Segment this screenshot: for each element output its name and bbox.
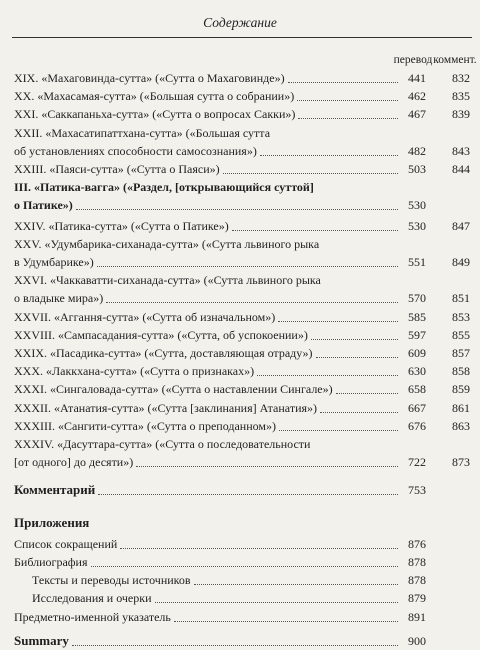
toc-row	[0, 362, 480, 380]
page-translation: 676	[408, 418, 426, 433]
toc-row	[0, 142, 480, 160]
toc-entry-text: Список сокращений	[14, 536, 118, 551]
toc-entry-text: XXXII. «Атанатия-сутта» («Сутта [заклинания] Атанатия»)	[14, 400, 317, 415]
appendix-entry	[0, 553, 480, 571]
dot-leader	[298, 118, 398, 119]
page-commentary: 855	[452, 327, 470, 342]
toc-row	[0, 453, 480, 471]
page-commentary: 853	[452, 309, 470, 324]
dot-leader	[223, 173, 398, 174]
page-translation: 753	[408, 483, 426, 498]
page-translation: 722	[408, 455, 426, 470]
dot-leader	[174, 621, 398, 622]
toc-row	[0, 217, 480, 235]
toc-entry-text: XX. «Махасамая-сутта» («Большая сутта о собрании»)	[14, 89, 295, 104]
toc-entry-text: Комментарий	[14, 482, 96, 498]
page-commentary: 873	[452, 455, 470, 470]
header-rule	[12, 37, 472, 38]
page-translation: 658	[408, 382, 426, 397]
toc-entry-text: XXX. «Лаккхана-сутта» («Сутта о признаках»)	[14, 364, 255, 379]
toc-entry-text: в Удумбарике»)	[14, 255, 94, 269]
page-commentary: 839	[452, 107, 470, 122]
page-commentary: 861	[452, 400, 470, 415]
toc-entry-text: об установлениях способности самосознания»)	[14, 143, 257, 158]
toc-row	[0, 253, 480, 271]
toc-entry-text: XXXIV. «Дасуттара-сутта» («Сутта о последовательности	[14, 437, 311, 451]
toc-entry-text: XXIX. «Пасадика-сутта» («Сутта, доставляющая отраду»)	[14, 346, 313, 360]
dot-leader	[297, 100, 398, 101]
page-translation: 530	[408, 218, 426, 233]
toc-entry-text: [от одного] до десяти»)	[14, 455, 134, 470]
page-translation: 609	[408, 346, 426, 360]
appendix-entry	[0, 571, 480, 589]
dot-leader	[120, 548, 398, 549]
toc-row	[0, 271, 480, 289]
toc-entry-text: XXXIII. «Сангити-сутта» («Сутта о преподанном»)	[14, 418, 276, 433]
page-commentary: 832	[452, 71, 470, 85]
toc-entry-text: XXVIII. «Сампасадания-сутта» («Сутта, об успокоении»)	[14, 327, 308, 342]
running-header: Содержание	[203, 15, 277, 30]
appendices-heading	[0, 514, 480, 532]
page-commentary: 859	[452, 382, 470, 397]
page-translation: 878	[408, 555, 426, 569]
page-translation: 900	[408, 633, 426, 648]
commentary-entry	[0, 481, 480, 499]
page-commentary: 863	[452, 418, 470, 433]
toc-entry-text: Summary	[14, 632, 69, 648]
toc-row	[0, 124, 480, 142]
toc-entry-text: III. «Патика-вагга» («Раздел, [открывающийся суттой]	[14, 180, 314, 195]
toc-row	[0, 235, 480, 253]
page-translation: 879	[408, 591, 426, 606]
page-commentary: 847	[452, 218, 470, 233]
dot-leader	[98, 494, 398, 495]
page-translation: 503	[408, 162, 426, 176]
page-translation: 570	[408, 291, 426, 306]
dot-leader	[194, 584, 398, 585]
toc-row	[0, 326, 480, 344]
dot-leader	[106, 302, 398, 303]
column-header-translation: перевод	[393, 54, 433, 66]
page-commentary: 835	[452, 89, 470, 104]
page-translation: 891	[408, 609, 426, 624]
toc-row	[0, 399, 480, 417]
toc-entry-text: XIX. «Махаговинда-сутта» («Сутта о Махаговинде»)	[14, 71, 285, 85]
dot-leader	[278, 321, 398, 322]
page-commentary: 849	[452, 255, 470, 269]
page-translation: 482	[408, 143, 426, 158]
page-commentary: 851	[452, 291, 470, 306]
toc-row	[0, 87, 480, 105]
page-translation: 467	[408, 107, 426, 122]
toc-row	[0, 344, 480, 362]
toc-entry-text: XXIV. «Патика-сутта» («Сутта о Патике»)	[14, 218, 229, 233]
page-translation: 530	[408, 198, 426, 213]
toc-row	[0, 380, 480, 398]
toc-entry-text: XXXI. «Сингаловада-сутта» («Сутта о наставлении Сингале»)	[14, 382, 333, 397]
toc-row	[0, 417, 480, 435]
toc-row	[0, 178, 480, 196]
toc-row	[0, 196, 480, 214]
appendix-entry	[0, 535, 480, 553]
dot-leader	[76, 209, 398, 210]
dot-leader	[72, 645, 398, 646]
toc-entry-text: Предметно-именной указатель	[14, 609, 171, 624]
appendix-entry	[0, 608, 480, 626]
toc-entry-text: XXIII. «Паяси-сутта» («Сутта о Паяси»)	[14, 162, 220, 176]
page-translation: 551	[408, 255, 426, 269]
page-commentary: 844	[452, 162, 470, 176]
toc-row	[0, 308, 480, 326]
dot-leader	[311, 339, 398, 340]
page-commentary: 858	[452, 364, 470, 379]
page-commentary: 843	[452, 143, 470, 158]
dot-leader	[91, 566, 399, 567]
dot-leader	[136, 466, 398, 467]
toc-entry-text: о владыке мира»)	[14, 291, 104, 306]
toc-row	[0, 435, 480, 453]
dot-leader	[97, 266, 398, 267]
toc-entry-text: XXVI. «Чаккаватти-сиханада-сутта» («Сутта львиного рыка	[14, 273, 321, 288]
toc-entry-text: XXII. «Махасатипаттхана-сутта» («Большая сутта	[14, 125, 271, 140]
toc-entry-text: о Патике»)	[14, 198, 73, 213]
toc-entry-text: Тексты и переводы источников	[32, 573, 191, 588]
dot-leader	[232, 230, 398, 231]
toc-entry-text: XXV. «Удумбарика-сиханада-сутта» («Сутта львиного рыка	[14, 236, 320, 251]
page-translation: 585	[408, 309, 426, 324]
dot-leader	[155, 602, 398, 603]
page-translation: 667	[408, 400, 426, 415]
dot-leader	[279, 430, 398, 431]
dot-leader	[257, 375, 398, 376]
summary-entry	[0, 632, 480, 650]
toc-row	[0, 160, 480, 178]
toc-entry-text: Приложения	[14, 514, 90, 530]
dot-leader	[260, 155, 398, 156]
toc-entry-text: Библиография	[14, 555, 88, 569]
toc-row	[0, 69, 480, 87]
page-translation: 878	[408, 573, 426, 588]
page-translation: 630	[408, 364, 426, 379]
page-commentary: 857	[452, 346, 470, 360]
toc-entry-text: XXVII. «Аггання-сутта» («Сутта об изначальном»)	[14, 309, 276, 324]
toc-entry-text: XXI. «Саккапаньха-сутта» («Сутта о вопросах Сакки»)	[14, 107, 296, 122]
page-translation: 876	[408, 536, 426, 551]
column-header-commentary: коммент.	[433, 54, 477, 66]
toc-entry-text: Исследования и очерки	[32, 591, 152, 606]
dot-leader	[288, 82, 398, 83]
page-translation: 441	[408, 71, 426, 85]
page-translation: 597	[408, 327, 426, 342]
appendix-entry	[0, 589, 480, 607]
toc-row	[0, 105, 480, 123]
page-translation: 462	[408, 89, 426, 104]
toc-row	[0, 289, 480, 307]
